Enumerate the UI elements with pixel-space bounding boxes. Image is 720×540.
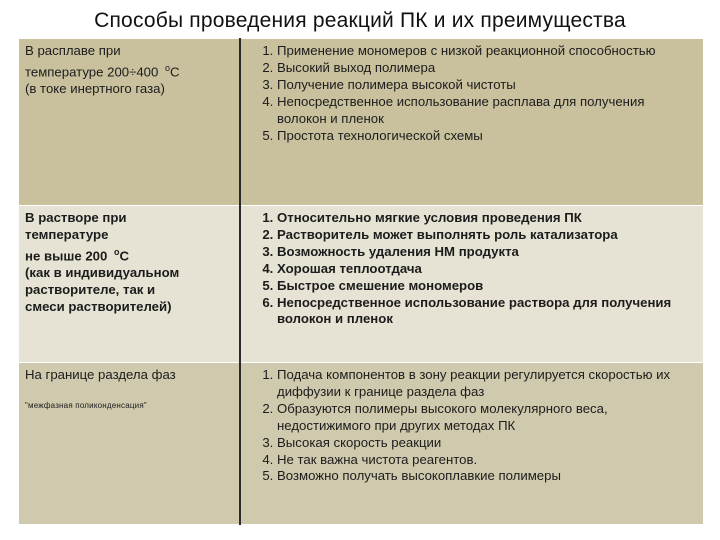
list-item: 1. Подача компонентов в зону реакции регулируется скоростью их диффузии к границе раздела фаз [277, 367, 697, 401]
advantages-list [247, 43, 697, 144]
list-item: 3. Высокая скорость реакции [277, 435, 697, 452]
method-text: На границе раздела фаз [25, 367, 176, 382]
list-item: 4. Не так важна чистота реагентов. [277, 452, 697, 469]
method-text: С [170, 64, 180, 80]
degree-sign: o [165, 62, 171, 73]
advantages-cell-melt [240, 39, 704, 206]
list-item: 1. Применение мономеров с низкой реакционной способностью [277, 43, 697, 60]
method-cell-melt [19, 39, 241, 206]
list-item: 4. Хорошая теплоотдача [277, 261, 697, 278]
method-cell-solution [19, 206, 241, 363]
list-item: 4. Непосредственное использование расплава для получения волокон и пленок [277, 94, 697, 128]
method-text: смеси растворителей) [25, 298, 172, 314]
list-item: 6. Непосредственное использование раствора для получения волокон и пленок [277, 295, 697, 329]
method-cell-interface [19, 363, 241, 525]
advantages-cell-solution [240, 206, 704, 363]
table-row-interface [19, 363, 704, 525]
advantages-cell-interface [240, 363, 704, 525]
page-title: Способы проведения реакций ПК и их преимущества [94, 9, 626, 32]
method-text: не выше 200 [25, 248, 111, 264]
method-text: растворителе, так и [25, 282, 156, 298]
table-row-solution [19, 206, 704, 363]
list-item: 2. Образуются полимеры высокого молекулярного веса, недостижимого при других методах ПК [277, 401, 697, 435]
method-text: температуре 200÷400 [25, 64, 163, 80]
method-note: "межфазная поликонденсация" [25, 400, 147, 410]
list-item: 5. Возможно получать высокоплавкие полимеры [277, 468, 697, 485]
list-item: 1. Относительно мягкие условия проведения ПК [277, 210, 697, 227]
list-item: 5. Быстрое смешение мономеров [277, 278, 697, 295]
methods-table [18, 38, 704, 525]
advantages-list [247, 210, 697, 328]
method-text: (в токе инертного газа) [25, 81, 165, 97]
list-item: 3. Возможность удаления НМ продукта [277, 244, 697, 261]
list-item: 3. Получение полимера высокой чистоты [277, 77, 697, 94]
method-text: В расплаве при [25, 43, 121, 58]
advantages-list [247, 367, 697, 485]
table-row-melt [19, 39, 704, 206]
list-item: 5. Простота технологической схемы [277, 128, 697, 145]
degree-sign: o [114, 246, 120, 257]
list-item: 2. Высокий выход полимера [277, 60, 697, 77]
method-text: В растворе при [25, 210, 127, 225]
list-item: 2. Растворитель может выполнять роль катализатора [277, 227, 697, 244]
method-text: температуре [25, 226, 109, 242]
method-text: (как в индивидуальном [25, 265, 180, 281]
method-text: С [119, 248, 130, 264]
